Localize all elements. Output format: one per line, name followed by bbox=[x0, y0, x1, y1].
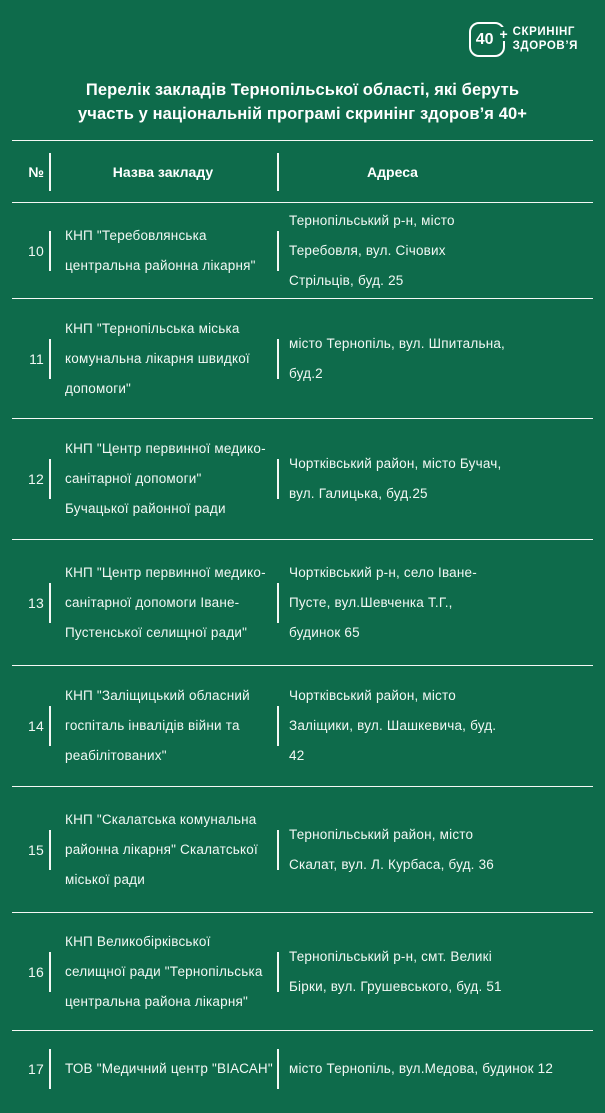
header-address: Адреса bbox=[367, 163, 418, 180]
facility-address-line: будинок 65 bbox=[289, 624, 360, 640]
facility-address-cell bbox=[277, 558, 593, 648]
facility-name-line: КНП "Скалатська комунальна bbox=[65, 811, 257, 827]
facility-name-line: КНП "Центр первинної медико- bbox=[65, 564, 266, 580]
column-divider bbox=[277, 153, 279, 191]
facility-address-line: Заліщики, вул. Шашкевича, буд. bbox=[289, 718, 497, 733]
table-row bbox=[12, 203, 593, 298]
facility-name-line: КНП "Тернопільська міська bbox=[65, 320, 240, 336]
table-row bbox=[12, 665, 593, 786]
table-header-row bbox=[12, 140, 593, 203]
facility-name-line: КНП "Заліщицький обласний bbox=[65, 688, 250, 703]
column-divider bbox=[277, 231, 279, 271]
facility-name-line: районна лікарня" Скалатської bbox=[65, 841, 258, 857]
row-number: 11 bbox=[29, 350, 44, 367]
logo-text-line2: ЗДОРОВ’Я bbox=[512, 39, 578, 52]
facility-address-line: Чортківський район, місто Бучач, bbox=[289, 456, 502, 471]
page-title bbox=[0, 78, 605, 126]
facility-name-cell bbox=[49, 927, 277, 1017]
table-row bbox=[12, 1030, 593, 1107]
column-divider bbox=[49, 583, 51, 623]
facility-name-cell bbox=[49, 805, 277, 895]
facility-name-line: КНП Великобірківської bbox=[65, 933, 211, 949]
facility-address-line: Чортківський район, місто bbox=[289, 688, 456, 703]
facility-address-cell bbox=[277, 820, 593, 880]
facility-name-line: КНП "Теребовлянська bbox=[65, 227, 207, 243]
header-facility-name: Назва закладу bbox=[112, 163, 214, 180]
facility-address-line: Чортківський р-н, село Іване- bbox=[289, 564, 477, 580]
logo-text bbox=[513, 26, 578, 53]
facility-name-cell bbox=[49, 434, 277, 524]
column-divider bbox=[49, 339, 51, 379]
facility-name-line: центральна районна лікарня" bbox=[65, 257, 256, 273]
row-number: 13 bbox=[28, 594, 44, 611]
column-divider bbox=[49, 1049, 51, 1089]
table-row bbox=[12, 539, 593, 665]
column-divider bbox=[49, 952, 51, 992]
column-divider bbox=[277, 339, 279, 379]
column-divider bbox=[277, 952, 279, 992]
facility-name-line: КНП "Центр первинної медико- bbox=[65, 441, 266, 456]
header-number: № bbox=[28, 163, 44, 180]
logo-badge-number: 40 bbox=[475, 30, 494, 48]
logo-text-line1: СКРИНІНГ bbox=[512, 26, 576, 38]
column-divider bbox=[49, 706, 51, 746]
column-divider bbox=[49, 459, 51, 499]
facility-address-line: Тернопільський р-н, місто bbox=[289, 212, 455, 228]
facility-name-cell bbox=[49, 558, 277, 648]
row-number: 17 bbox=[28, 1061, 44, 1077]
logo-40plus-badge bbox=[469, 22, 508, 57]
facility-address-line: вул. Галицька, буд.25 bbox=[289, 486, 428, 501]
facility-address-line: місто Тернопіль, вул. Шпитальна, bbox=[289, 335, 506, 351]
column-divider bbox=[277, 583, 279, 623]
facility-name-line: госпіталь інвалідів війни та bbox=[65, 718, 240, 733]
facility-address-cell bbox=[277, 206, 593, 296]
facility-name-line: санітарної допомоги Іване- bbox=[65, 594, 240, 610]
facility-address-line: Бірки, вул. Грушевського, буд. 51 bbox=[289, 978, 502, 994]
column-divider bbox=[49, 153, 51, 191]
facility-address-line: Теребовля, вул. Січових bbox=[289, 242, 446, 258]
table-row bbox=[12, 786, 593, 912]
facility-name-cell bbox=[49, 681, 277, 771]
column-divider bbox=[277, 459, 279, 499]
logo-badge-plus: + bbox=[499, 26, 508, 42]
facility-address-line: Скалат, вул. Л. Курбаса, буд. 36 bbox=[289, 856, 494, 872]
column-divider bbox=[49, 830, 51, 870]
facility-name-line: Бучацької районної ради bbox=[65, 501, 226, 516]
facility-name-line: міської ради bbox=[65, 871, 145, 887]
facility-address-cell bbox=[277, 681, 593, 771]
facility-address-line: Пусте, вул.Шевченка Т.Г., bbox=[289, 594, 453, 610]
row-number: 16 bbox=[28, 963, 44, 980]
facility-name-line: центральна района лікарня" bbox=[65, 993, 249, 1009]
facility-name-line: ТОВ "Медичний центр "ВІАСАН" bbox=[65, 1061, 273, 1076]
facility-address-cell bbox=[277, 1054, 593, 1084]
row-number: 15 bbox=[28, 841, 44, 858]
facilities-table bbox=[12, 140, 593, 1107]
facility-name-line: допомоги" bbox=[65, 380, 132, 396]
column-divider bbox=[277, 1049, 279, 1089]
facility-address-line: 42 bbox=[289, 748, 305, 763]
facility-name-line: санітарної допомоги" bbox=[65, 471, 202, 486]
table-row bbox=[12, 418, 593, 539]
screening-40plus-logo bbox=[469, 22, 578, 57]
facility-name-cell bbox=[49, 221, 277, 281]
facility-name-cell bbox=[49, 314, 277, 404]
facility-address-line: Тернопільський р-н, смт. Великі bbox=[289, 948, 492, 964]
row-number: 10 bbox=[28, 242, 44, 259]
facility-address-cell bbox=[277, 329, 593, 389]
row-number: 14 bbox=[28, 718, 44, 734]
facility-address-cell bbox=[277, 449, 593, 509]
facility-name-line: комунальна лікарня швидкої bbox=[65, 350, 250, 366]
logo-row bbox=[0, 0, 605, 57]
facility-address-line: буд.2 bbox=[289, 365, 323, 381]
facility-name-line: Пустенської селищної ради" bbox=[65, 624, 248, 640]
facility-address-line: Тернопільський район, місто bbox=[289, 826, 474, 842]
page-title-line1: Перелік закладів Тернопільської області, які беруть bbox=[85, 81, 520, 99]
facility-name-line: селищної ради "Тернопільська bbox=[65, 963, 263, 979]
table-row bbox=[12, 298, 593, 418]
facility-address-line: Стрільців, буд. 25 bbox=[289, 272, 404, 288]
page-title-line2: участь у національній програмі скринінг здоров’я 40+ bbox=[78, 105, 527, 123]
row-number: 12 bbox=[28, 471, 44, 487]
table-body bbox=[12, 203, 593, 1107]
column-divider bbox=[277, 706, 279, 746]
facility-name-cell bbox=[49, 1054, 277, 1084]
table-row bbox=[12, 912, 593, 1030]
facility-address-line: місто Тернопіль, вул.Медова, будинок 12 bbox=[289, 1061, 554, 1076]
column-divider bbox=[49, 231, 51, 271]
column-divider bbox=[277, 830, 279, 870]
facility-address-cell bbox=[277, 942, 593, 1002]
facility-name-line: реабілітованих" bbox=[65, 748, 167, 763]
